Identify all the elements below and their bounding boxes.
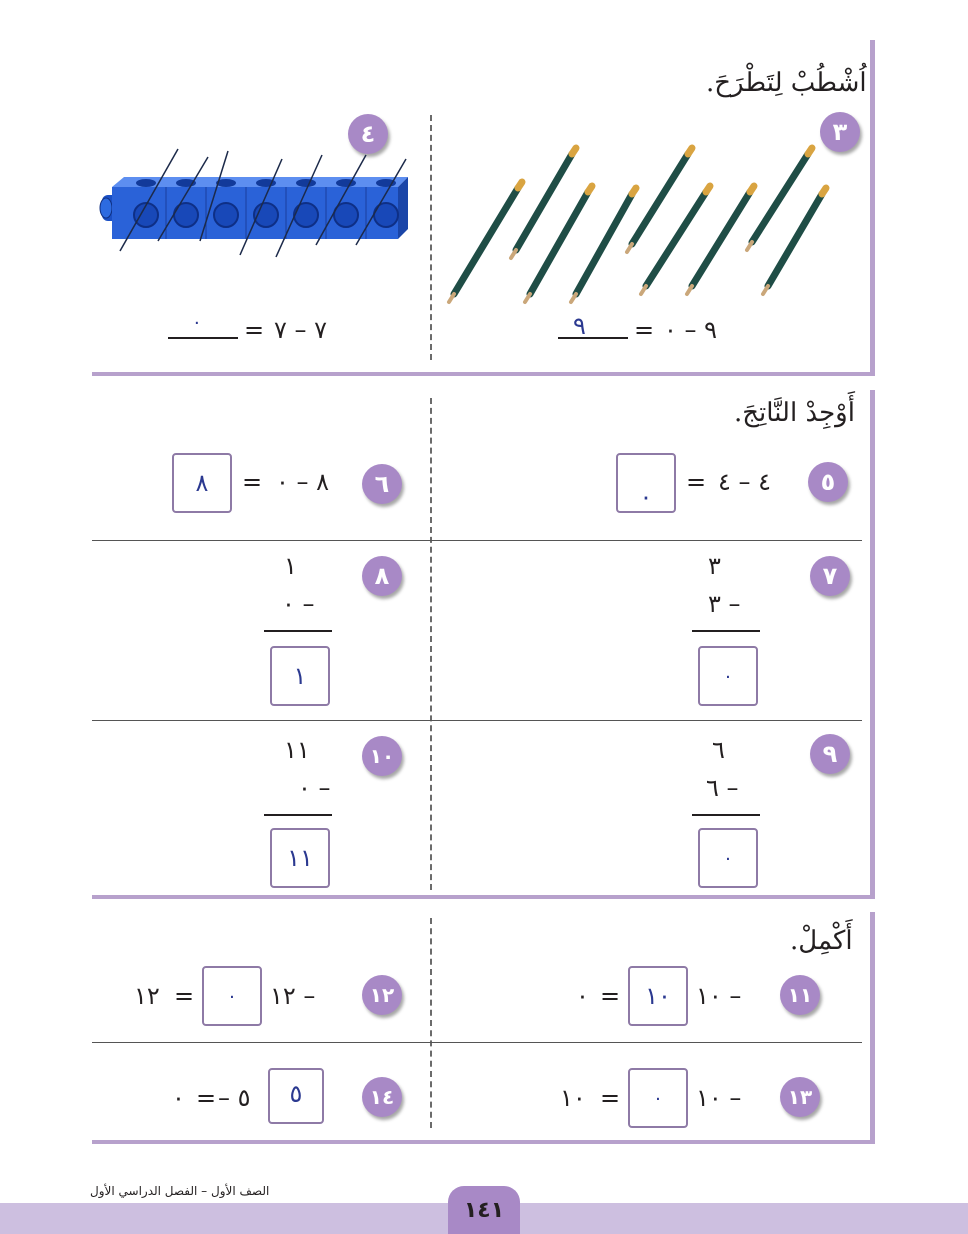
- question-12-result: ١٢: [134, 982, 160, 1010]
- question-9-badge: ٩: [810, 734, 850, 774]
- cubes-illustration: [96, 145, 416, 260]
- question-10-answer-box[interactable]: ١١: [270, 828, 330, 888]
- section1-frame-right: [870, 40, 875, 374]
- question-7-bar: [692, 630, 760, 632]
- question-6-answer-box[interactable]: ٨: [172, 453, 232, 513]
- question-9-bar: [692, 814, 760, 816]
- question-11-left: ١٠ –: [696, 982, 742, 1010]
- section2-instruction: أَوْجِدْ النَّاتِجَ.: [734, 398, 855, 428]
- question-14-badge: ١٤: [362, 1077, 402, 1117]
- question-11-equals: =: [600, 982, 621, 1010]
- question-11-answer-box[interactable]: ١٠: [628, 966, 688, 1026]
- page-number: ١٤١: [448, 1186, 520, 1234]
- question-12-equals: =: [174, 982, 195, 1010]
- question-8-bar: [264, 630, 332, 632]
- question-8-bottom-number: ٠ –: [282, 590, 315, 618]
- question-5-badge: ٥: [808, 462, 848, 502]
- question-9-bottom-number: ٦ –: [706, 774, 739, 802]
- question-14-answer-box[interactable]: ٥: [268, 1068, 324, 1124]
- question-4-answer-line: [168, 337, 238, 339]
- question-5-equals: =: [686, 468, 707, 496]
- question-5-expression: ٤ – ٤: [718, 468, 772, 496]
- question-13-result: ١٠: [560, 1084, 586, 1112]
- pencils-illustration: [440, 140, 840, 305]
- question-4-expression: ٧ – ٧: [274, 316, 328, 344]
- pencil-icon: [747, 148, 812, 250]
- question-3-expression: ٩ – ٠: [664, 316, 718, 344]
- pencil-icon: [449, 182, 522, 302]
- question-4-badge: ٤: [348, 114, 388, 154]
- section2-frame-right: [870, 390, 875, 898]
- question-10-bottom-number: ٠ –: [298, 774, 331, 802]
- question-13-equals: =: [600, 1084, 621, 1112]
- question-13-answer-box[interactable]: ٠: [628, 1068, 688, 1128]
- question-14-result: ٠: [172, 1084, 185, 1112]
- question-12-answer-box[interactable]: ٠: [202, 966, 262, 1026]
- question-7-top-number: ٣: [708, 552, 721, 580]
- question-12-left: ١٢ –: [270, 982, 316, 1010]
- question-7-answer-box[interactable]: ٠: [698, 646, 758, 706]
- question-7-badge: ٧: [810, 556, 850, 596]
- question-13-left: ١٠ –: [696, 1084, 742, 1112]
- pencil-icon: [511, 148, 576, 258]
- question-13-badge: ١٣: [780, 1077, 820, 1117]
- question-4-answer[interactable]: ٠: [192, 312, 202, 333]
- section2-divider: [430, 398, 432, 890]
- question-3-badge: ٣: [820, 112, 860, 152]
- section2-row-separator-2: [92, 720, 862, 721]
- question-14-equals: =: [196, 1084, 217, 1112]
- question-9-top-number: ٦: [712, 736, 725, 764]
- question-8-top-number: ١: [284, 552, 297, 580]
- question-3-equals: =: [634, 316, 655, 344]
- question-8-badge: ٨: [362, 556, 402, 596]
- section3-instruction: أَكْمِلْ.: [790, 926, 853, 956]
- section1-instruction: اُشْطُبْ لِتَطْرَحَ.: [706, 68, 867, 98]
- section3-frame-right: [870, 912, 875, 1144]
- question-6-equals: =: [242, 468, 263, 496]
- section3-divider: [430, 918, 432, 1128]
- question-6-expression: ٨ – ٠: [276, 468, 330, 496]
- pencil-icon: [627, 148, 692, 252]
- question-11-badge: ١١: [780, 975, 820, 1015]
- question-8-answer-box[interactable]: ١: [270, 646, 330, 706]
- question-3-answer-line: [558, 337, 628, 339]
- question-12-badge: ١٢: [362, 975, 402, 1015]
- section1-divider: [430, 115, 432, 360]
- question-7-bottom-number: ٣ –: [708, 590, 741, 618]
- question-11-result: ٠: [576, 982, 589, 1010]
- section3-row-separator: [92, 1042, 862, 1043]
- question-10-badge: ١٠: [362, 736, 402, 776]
- question-10-top-number: ١١: [284, 736, 310, 764]
- question-14-left: – ٥: [218, 1084, 251, 1112]
- footer-grade-text: الصف الأول – الفصل الدراسي الأول: [90, 1184, 270, 1198]
- question-3-answer[interactable]: ٩: [573, 312, 586, 340]
- section2-frame-bottom: [92, 895, 875, 899]
- question-4-equals: =: [244, 316, 265, 344]
- question-6-badge: ٦: [362, 464, 402, 504]
- section1-frame-bottom: [92, 372, 875, 376]
- section2-row-separator-1: [92, 540, 862, 541]
- question-10-bar: [264, 814, 332, 816]
- question-5-answer-box[interactable]: ٠: [616, 453, 676, 513]
- section3-frame-bottom: [92, 1140, 875, 1144]
- question-9-answer-box[interactable]: ٠: [698, 828, 758, 888]
